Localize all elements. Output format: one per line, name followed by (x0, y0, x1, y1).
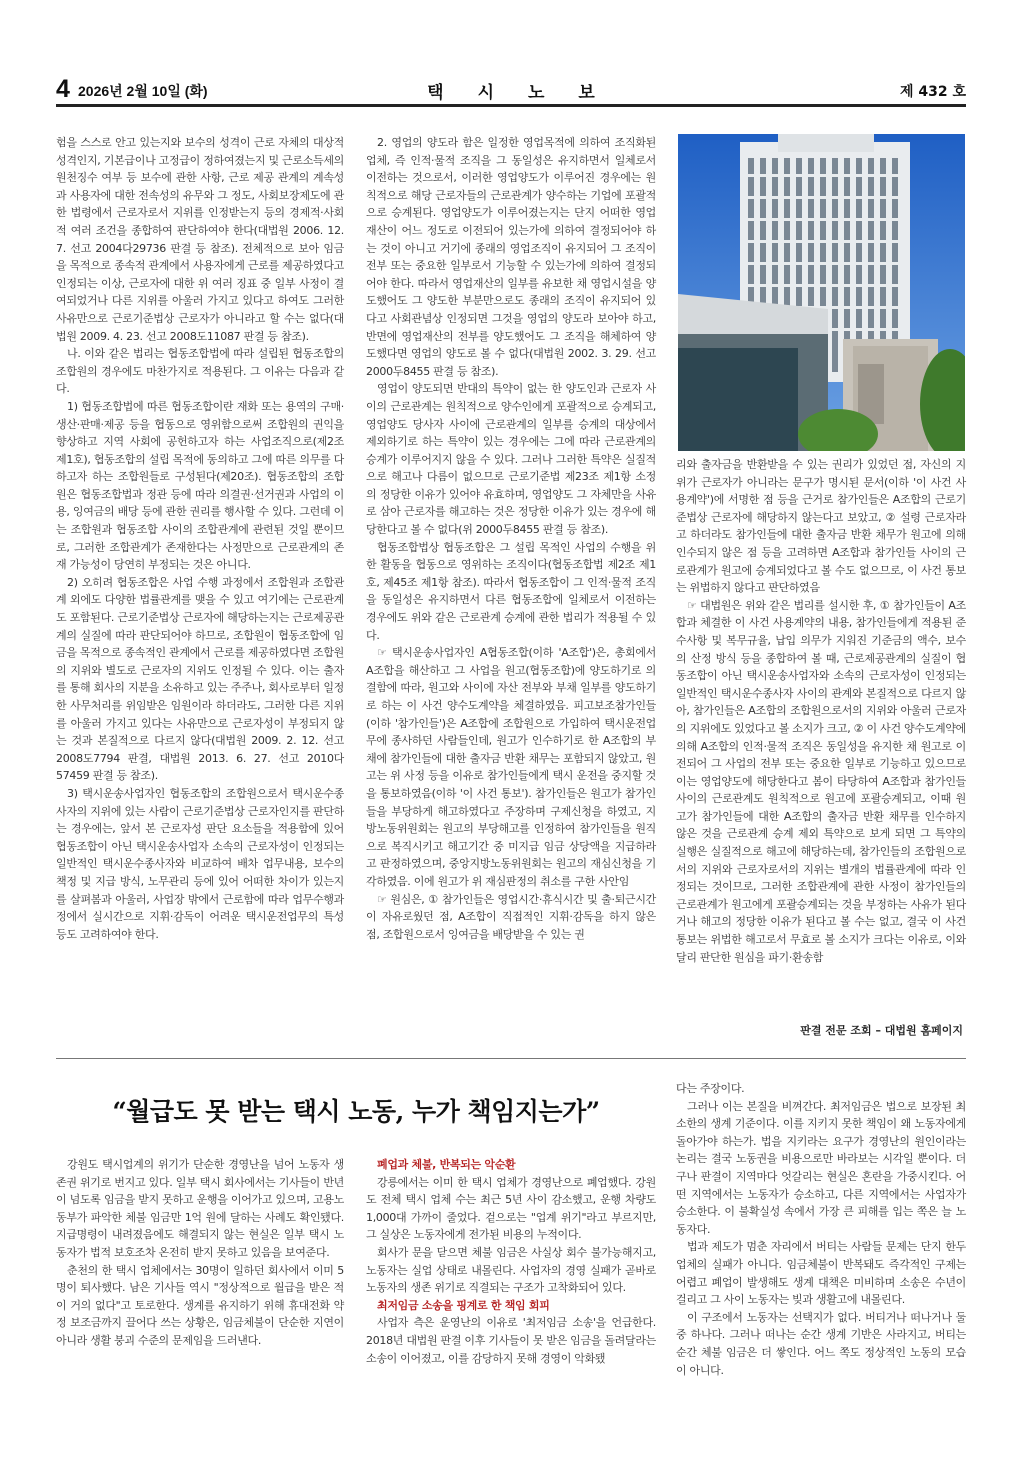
paragraph: 3) 택시운송사업자인 협동조합의 조합원으로서 택시운수종사자의 지위에 있는 사람이 근로기준법상 근로자인지를 판단하는 경우에는, 앞서 본 근로자성 판단 요소들을 적용함에 있어 협동조합이 아닌 택시운송사업자 소속의 근로자성이 인정되는 일반적인 택시운수종사자와 비교하여 배차 업무내용, 보수의 책정 및 지급 방식, 노무관리 등에 있어 어떠한 차이가 있는지를 살펴봄과 아울러, 사업장 밖에서 근로함에 따라 업무수행과정에서 실시간으로 지휘·감독이 어려운 택시운전업무의 특성 등도 고려하여야 한다. (56, 786, 344, 941)
article-column-2 (366, 134, 656, 943)
editorial-headline: “월급도 못 받는 택시 노동, 누가 책임지는가” (112, 1097, 600, 1126)
paragraph: ☞ 원심은, ① 참가인들은 영업시간·휴식시간 및 출·퇴근시간이 자유로웠던 점, A조합이 직접적인 지휘·감독을 하지 않은 점, 조합원으로서 잉여금을 배당받을 수 있는 권 (366, 892, 656, 941)
article-column-1 (56, 134, 344, 943)
paragraph: 강릉에서는 이미 한 택시 업체가 경영난으로 폐업했다. 강원도 전체 택시 업체 수는 최근 5년 사이 감소했고, 운행 차량도 1,000대 가까이 줄었다. 겉으로는 "업계 위기"라고 부르지만, 그 실상은 노동자에게 전가된 비용의 누적이다. (366, 1175, 656, 1242)
page-number: 4 (56, 75, 70, 103)
page-header (56, 76, 966, 102)
paragraph: 2) 오히려 협동조합은 사업 수행 과정에서 조합원과 조합관계 외에도 다양한 법률관계를 맺을 수 있고 여기에는 근로관계도 포함된다. 근로기준법상 근로자에 해당하는지는 근로제공관계의 실질에 따라 판단되어야 하므로, 조합원이 협동조합에 임금을 목적으로 종속적인 관계에서 근로를 제공하였다면 조합원의 지위와 별도로 근로자의 지위도 인정될 수 있다. 이는 출자를 통해 회사의 지분을 소유하고 있는 주주나, 회사로부터 일정한 사무처리를 위임받은 임원이라 하더라도, 그러한 다른 지위를 아울러 가지고 있다는 사유만으로 근로자성이 부정되지 않는 것과 본질적으로 다르지 않다(대법원 2009. 2. 12. 선고 2008도7794 판결, 대법원 2013. 6. 27. 선고 2010다57459 판결 등 참조). (56, 575, 344, 783)
paragraph: 사업자 측은 운영난의 이유로 '최저임금 소송'을 언급한다. 2018년 대법원 판결 이후 기사들이 못 받은 임금을 돌려달라는 소송이 이어졌고, 이를 감당하지 못해 경영이 악화됐 (366, 1316, 656, 1365)
source-credit: 판결 전문 조회 – 대법원 홈페이지 (800, 1024, 963, 1037)
supreme-court-building-photo (678, 134, 965, 451)
paragraph: 험을 스스로 안고 있는지와 보수의 성격이 근로 자체의 대상적 성격인지, 기본급이나 고정급이 정하여졌는지 및 근로소득세의 원천징수 여부 등 보수에 관한 사항, 근로 제공 관계의 계속성과 사용자에 대한 전속성의 유무와 그 정도, 사회보장제도에 관한 법령에서 근로자로서 지위를 인정받는지 등의 경제적·사회적 여러 조건을 종합하여 판단하여야 한다(대법원 2006. 12. 7. 선고 2004다29736 판결 등 참조). 전체적으로 보아 임금을 목적으로 종속적 관계에서 사용자에게 근로를 제공하였다고 인정되는 이상, 근로자에 대한 위 여러 징표 중 일부 사정이 결여되었거나 다른 지위를 아울러 가지고 있다고 하여도 그러한 사유만으로 근로기준법상 근로자가 아니라고 할 수는 없다(대법원 2009. 4. 23. 선고 2008도11087 판결 등 참조). (56, 136, 344, 343)
paragraph: 회사가 문을 닫으면 체불 임금은 사실상 회수 불가능해지고, 노동자는 실업 상태로 내몰린다. 사업자의 경영 실패가 곧바로 노동자의 생존 위기로 직결되는 구조가 고착화되어 있다. (366, 1245, 656, 1295)
subheading: 폐업과 체불, 반복되는 악순환 (377, 1158, 516, 1171)
issue-date: 2026년 2월 10일 (화) (78, 83, 208, 99)
paragraph: 나. 이와 같은 법리는 협동조합법에 따라 설립된 협동조합의 조합원의 경우에도 마찬가지로 적용된다. 그 이유는 다음과 같다. (56, 347, 344, 396)
editorial-column-2 (366, 1156, 656, 1367)
editorial-column-1 (56, 1156, 344, 1350)
header-rule (56, 104, 966, 107)
paragraph: 2. 영업의 양도라 함은 일정한 영업목적에 의하여 조직화된 업체, 즉 인적·물적 조직을 그 동일성은 유지하면서 일체로서 이전하는 것으로서, 이러한 영업양도가 이루어진 경우에는 원칙적으로 해당 근로자들의 근로관계가 양수하는 기업에 포괄적으로 승계된다. 영업양도가 이루어졌는지는 단지 어떠한 영업재산이 어느 정도로 이전되어 있는가에 의하여 결정되어야 하는 것이 아니고 거기에 종래의 영업조직이 유지되어 그 조직이 전부 또는 중요한 일부로서 기능할 수 있는가에 의하여 결정되어야 한다. 따라서 영업재산의 일부를 유보한 채 영업시설을 양도했어도 그 양도한 부분만으로도 종래의 조직이 유지되어 있다고 사회관념상 인정되면 그것을 영업의 양도라 보아야 하고, 반면에 영업재산의 전부를 양도했어도 그 조직을 해체하여 양도했다면 영업의 양도로 볼 수 없다(대법원 2002. 3. 29. 선고 2000두8455 판결 등 참조). (366, 136, 656, 378)
paragraph: 1) 협동조합법에 따른 협동조합이란 재화 또는 용역의 구매·생산·판매·제공 등을 협동으로 영위함으로써 조합원의 권익을 향상하고 지역 사회에 공헌하고자 하는 사업조직으로(제2조 제1호), 협동조합의 설립 목적에 동의하고 그에 따른 의무를 다하고자 하는 조합원들로 구성된다(제20조). 협동조합의 조합원은 협동조합법과 정관 등에 따라 의결권·선거권과 사업의 이용, 잉여금의 배당 등에 관한 권리를 행사할 수 있다. 그런데 이는 조합원과 협동조합 사이의 조합관계에 관련된 것일 뿐이므로, 그러한 조합관계가 존재한다는 사정만으로 근로관계의 존재 가능성이 당연히 부정되는 것은 아니다. (56, 399, 344, 572)
issue-number: 제 432 호 (899, 84, 966, 100)
paragraph: ☞ 대법원은 위와 같은 법리를 설시한 후, ① 참가인들이 A조합과 체결한 이 사건 사용계약의 내용, 참가인들에게 적용된 준수사항 및 복무규율, 납입 의무가 지워진 기준금의 액수, 보수의 산정 방식 등을 종합하여 볼 때, 근로제공관계의 실질이 협동조합이 아닌 택시운송사업자와 소속의 근로자성이 인정되는 일반적인 택시운수종사자 사이의 관계와 본질적으로 다르지 않아, 참가인들은 A조합의 조합원으로서의 지위와 아울러 근로자의 지위에도 있었다고 볼 소지가 크고, ② 이 사건 양수도계약에 의해 A조합의 인적·물적 조직은 동일성을 유지한 채 원고로 이전되어 그 사업의 전부 또는 중요한 일부로 기능하고 있으므로 이는 영업양도에 해당한다고 봄이 타당하여 A조합과 참가인들 사이의 근로관계도 원칙적으로 원고에 포괄승계되고, 이때 원고가 참가인들에 대한 A조합의 출자금 반환 채무를 인수하지 않은 것을 근로관계 승계 제외 특약으로 보게 되면 그 특약의 실행은 실질적으로 해고에 해당하는데, 참가인들의 조합원으로서의 지위와 근로자로서의 지위는 별개의 법률관계에 따라 인정되는 것이므로, 그러한 조합관계에 관한 사정이 참가인들의 근로관계가 원고에게 포괄승계되는 것을 부정하는 사유가 된다거나 해고의 정당한 이유가 된다고 볼 수는 없고, 결국 이 사건 통보는 위법한 해고로서 무효로 볼 소지가 크다는 이유로, 이와 달리 판단한 원심을 파기·환송함 (676, 598, 966, 964)
paragraph: 협동조합법상 협동조합은 그 설립 목적인 사업의 수행을 위한 활동을 협동으로 영위하는 조직이다(협동조합법 제2조 제1호, 제45조 제1항 참조). 따라서 협동조합이 그 인적·물적 조직을 동일성은 유지하면서 다른 협동조합에 일체로서 이전하는 경우에도 위와 같은 근로관계 승계에 관한 법리가 적용될 수 있다. (366, 540, 656, 642)
article-column-3 (676, 456, 966, 966)
section-divider (56, 1058, 966, 1059)
paragraph: ☞ 택시운송사업자인 A협동조합(이하 'A조합')은, 총회에서 A조합을 해산하고 그 사업을 원고(협동조합)에 양도하기로 의결함에 따라, 원고와 사이에 자산 전부와 부채 일부를 양도하기로 하는 이 사건 양수도계약을 체결하였음. 피고보조참가인들(이하 '참가인들')은 A조합에 조합원으로 가입하여 택시운전업무에 종사하던 사람들인데, 원고가 인수하기로 한 A조합의 부채에 참가인들에 대한 출자금 반환 채무는 포함되지 않았고, 원고는 위 사정 등을 이유로 참가인들에게 택시 운전을 중지할 것을 통보하였음(이하 '이 사건 통보'). 참가인들은 원고가 참가인들을 부당하게 해고하였다고 주장하며 구제신청을 하였고, 지방노동위원회는 원고의 부당해고를 인정하여 참가인들을 원직으로 복직시키고 해고기간 중 미지급 임금 상당액을 지급하라고 판정하였으며, 중앙지방노동위원회는 원고의 재심신청을 기각하였음. 이에 원고가 위 재심판정의 취소를 구한 사안임 (366, 646, 656, 888)
paragraph: 영업이 양도되면 반대의 특약이 없는 한 양도인과 근로자 사이의 근로관계는 원칙적으로 양수인에게 포괄적으로 승계되고, 영업양도 당사자 사이에 근로관계의 일부를 승계의 대상에서 제외하기로 하는 특약이 있는 경우에는 그에 따라 근로관계의 승계가 이루어지지 않을 수 있다. 그러나 그러한 특약은 실질적으로 해고나 다름이 없으므로 근로기준법 제23조 제1항 소정의 정당한 이유가 있어야 유효하며, 영업양도 그 자체만을 사유로 삼아 근로자를 해고하는 것은 정당한 이유가 있는 경우에 해당한다고 볼 수 없다(위 2000두8455 판결 등 참조). (366, 382, 656, 537)
paragraph: 그러나 이는 본질을 비껴간다. 최저임금은 법으로 보장된 최소한의 생계 기준이다. 이를 지키지 못한 책임이 왜 노동자에게 돌아가야 하는가. 법을 지키라는 요구가 경영난의 원인이라는 논리는 결국 노동권을 비용으로만 바라보는 시각일 뿐이다. 더구나 판결이 지역마다 엇갈리는 현실은 혼란을 가중시킨다. 어떤 지역에서는 노동자가 승소하고, 다른 지역에서는 사업자가 승소한다. 이 불확실성 속에서 가장 큰 피해를 입는 쪽은 늘 노동자다. (676, 1099, 966, 1236)
editorial-column-3 (676, 1080, 966, 1379)
paragraph: 이 구조에서 노동자는 선택지가 없다. 버티거나 떠나거나 둘 중 하나다. 그러나 떠나는 순간 생계 기반은 사라지고, 버티는 순간 체불 임금은 더 쌓인다. 어느 쪽도 정상적인 노동의 모습이 아니다. (676, 1310, 966, 1377)
subheading: 최저임금 소송을 핑계로 한 책임 회피 (377, 1298, 550, 1312)
newspaper-name: 택시노보 (427, 83, 629, 103)
paragraph: 춘천의 한 택시 업체에서는 30명이 일하던 회사에서 이미 5명이 퇴사했다. 남은 기사들 역시 "정상적으로 월급을 받은 적이 거의 없다"고 토로한다. 생계를 유지하기 위해 휴대전화 약정 보조금까지 끌어다 쓰는 상황은, 임금체불이 단순한 지연이 아니라 생활 붕괴 수준의 문제임을 드러낸다. (56, 1263, 344, 1347)
paragraph: 법과 제도가 멈춘 자리에서 버티는 사람들 문제는 단지 한두 업체의 실패가 아니다. 임금체불이 반복돼도 즉각적인 구제는 어렵고 폐업이 발생해도 생계 대책은 미비하며 소송은 수년이 걸리고 그 사이 노동자는 빚과 생활고에 내몰린다. (676, 1240, 966, 1307)
paragraph: 다는 주장이다. (676, 1082, 745, 1095)
paragraph: 리와 출자금을 반환받을 수 있는 권리가 있었던 점, 자신의 지위가 근로자가 아니라는 문구가 명시된 문서(이하 '이 사건 사용계약')에 서명한 점 등을 근거로 참가인들은 A조합의 근로기준법상 근로자에 해당하지 않는다고 보았고, ② 설령 근로자라고 하더라도 참가인들에 대한 출자금 반환 채무가 원고에 의해 인수되지 않은 점 등을 고려하면 A조합과 참가인들 사이의 근로관계가 원고에 승계되었다고 볼 수도 없으므로, 이 사건 통보는 위법하지 않다고 판단하였음 (676, 458, 966, 595)
paragraph: 강원도 택시업계의 위기가 단순한 경영난을 넘어 노동자 생존권 위기로 번지고 있다. 일부 택시 회사에서는 기사들이 반년이 넘도록 임금을 받지 못하고 운행을 이어가고 있으며, 고용노동부가 파악한 체불 임금만 1억 원에 달하는 사례도 확인됐다. 지급명령이 내려졌음에도 해결되지 않는 현실은 일부 택시 노동자가 법적 보호조차 온전히 받지 못하고 있음을 보여준다. (56, 1158, 344, 1259)
